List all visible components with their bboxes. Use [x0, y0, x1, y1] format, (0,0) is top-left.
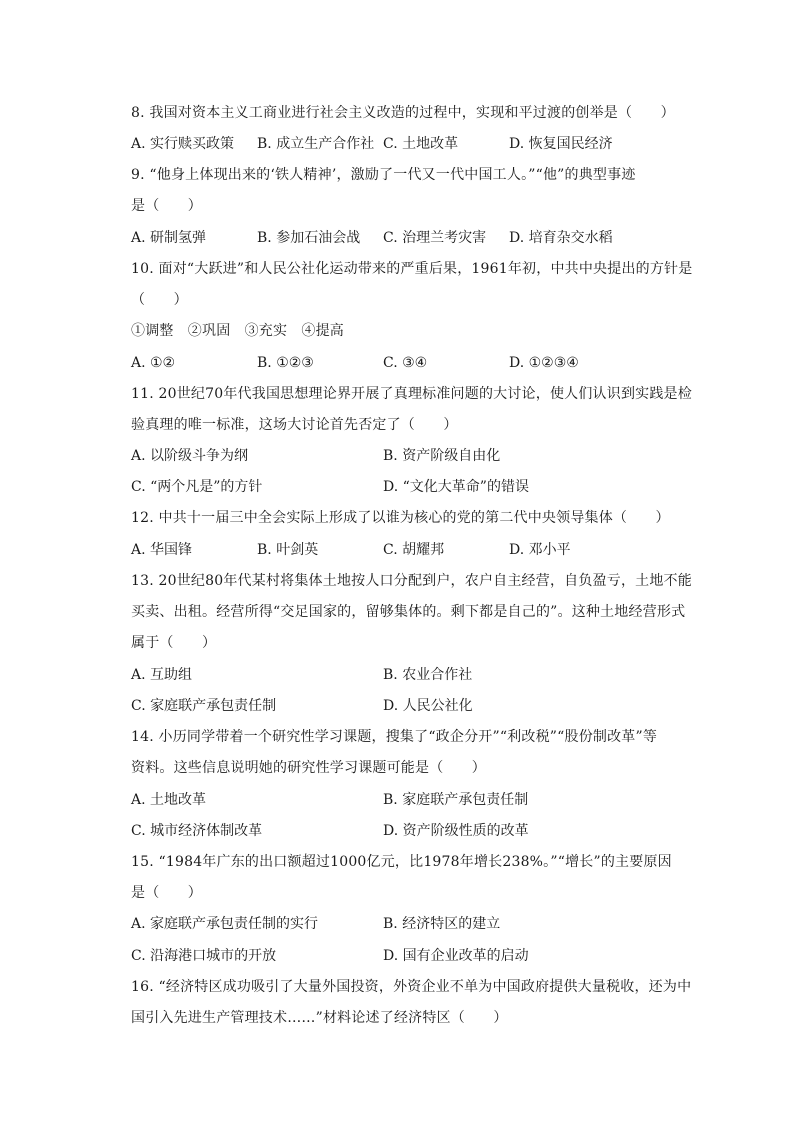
option-b: B. 农业合作社 [383, 667, 473, 683]
question-10-stem-cont: （ ） [131, 292, 188, 308]
option-c: C. 胡耀邦 [383, 542, 445, 558]
option-b: B. 资产阶级自由化 [383, 448, 501, 464]
option-d: D. “文化大革命”的错误 [383, 479, 529, 495]
question-11-stem: 11. 20世纪70年代我国思想理论界开展了真理标准问题的大讨论，使人们认识到实践是检 [131, 386, 692, 402]
option-a: A. 研制氢弹 [131, 230, 207, 246]
option-b: B. 经济特区的建立 [383, 916, 501, 932]
question-16-stem: 16. “经济特区成功吸引了大量外国投资，外资企业不单为中国政府提供大量税收，还为中 [131, 979, 692, 995]
option-c: C. 土地改革 [383, 136, 459, 152]
option-d: D. 资产阶级性质的改革 [383, 823, 529, 839]
question-9-stem-cont: 是（ ） [131, 198, 202, 214]
option-d: D. 培育杂交水稻 [509, 230, 613, 246]
question-10-stem: 10. 面对“大跃进”和人民公社化运动带来的严重后果，1961年初，中共中央提出的方针是 [131, 261, 693, 277]
question-16-stem-cont: 国引入先进生产管理技术……”材料论述了经济特区（ ） [131, 1010, 508, 1026]
option-c: C. 沿海港口城市的开放 [131, 948, 277, 964]
option-c: C. ③④ [383, 355, 428, 371]
option-c: C. 家庭联产承包责任制 [131, 698, 277, 714]
question-8-stem: 8. 我国对资本主义工商业进行社会主义改造的过程中，实现和平过渡的创举是（ ） [131, 105, 675, 121]
option-d: D. 人民公社化 [383, 698, 473, 714]
question-11-stem-cont: 验真理的唯一标准，这场大讨论首先否定了（ ） [131, 417, 458, 433]
option-b: B. ①②③ [257, 355, 314, 371]
option-c: C. 治理兰考灾害 [383, 230, 487, 246]
question-13-stem-cont-2: 属于（ ） [131, 635, 217, 651]
option-a: A. 土地改革 [131, 792, 207, 808]
question-14-stem-cont: 资料。这些信息说明她的研究性学习课题可能是（ ） [131, 760, 486, 776]
option-d: D. 国有企业改革的启动 [383, 948, 529, 964]
question-12-stem: 12. 中共十一届三中全会实际上形成了以谁为核心的党的第二代中央领导集体（ ） [131, 510, 670, 526]
option-d: D. 邓小平 [509, 542, 571, 558]
option-d: D. 恢复国民经济 [509, 136, 613, 152]
option-d: D. ①②③④ [509, 355, 579, 371]
question-15-stem: 15. “1984年广东的出口额超过1000亿元，比1978年增长238%。”“增长”的主要原因 [131, 854, 672, 870]
option-c: C. “两个凡是”的方针 [131, 479, 263, 495]
option-a: A. 华国锋 [131, 542, 193, 558]
question-14-stem: 14. 小历同学带着一个研究性学习课题，搜集了“政企分开”“利改税”“股份制改革”等 [131, 729, 658, 745]
option-a: A. 以阶级斗争为纲 [131, 448, 249, 464]
option-a: A. 家庭联产承包责任制的实行 [131, 916, 319, 932]
option-c: C. 城市经济体制改革 [131, 823, 263, 839]
question-15-stem-cont: 是（ ） [131, 885, 202, 901]
question-13-stem: 13. 20世纪80年代某村将集体土地按人口分配到户，农户自主经营，自负盈亏，土地不能 [131, 573, 692, 589]
question-13-stem-cont: 买卖、出租。经营所得“交足国家的，留够集体的。剩下都是自己的”。这种土地经营形式 [131, 604, 686, 620]
option-b: B. 叶剑英 [257, 542, 319, 558]
question-9-stem: 9. “他身上体现出来的‘铁人精神’，激励了一代又一代中国工人。”“他”的典型事迹 [131, 167, 636, 183]
option-a: A. ①② [131, 355, 176, 371]
option-b: B. 家庭联产承包责任制 [383, 792, 529, 808]
option-b: B. 成立生产合作社 [257, 136, 375, 152]
option-a: A. 互助组 [131, 667, 193, 683]
option-b: B. 参加石油会战 [257, 230, 361, 246]
option-a: A. 实行赎买政策 [131, 136, 235, 152]
question-10-items: ①调整 ②巩固 ③充实 ④提高 [131, 323, 344, 339]
